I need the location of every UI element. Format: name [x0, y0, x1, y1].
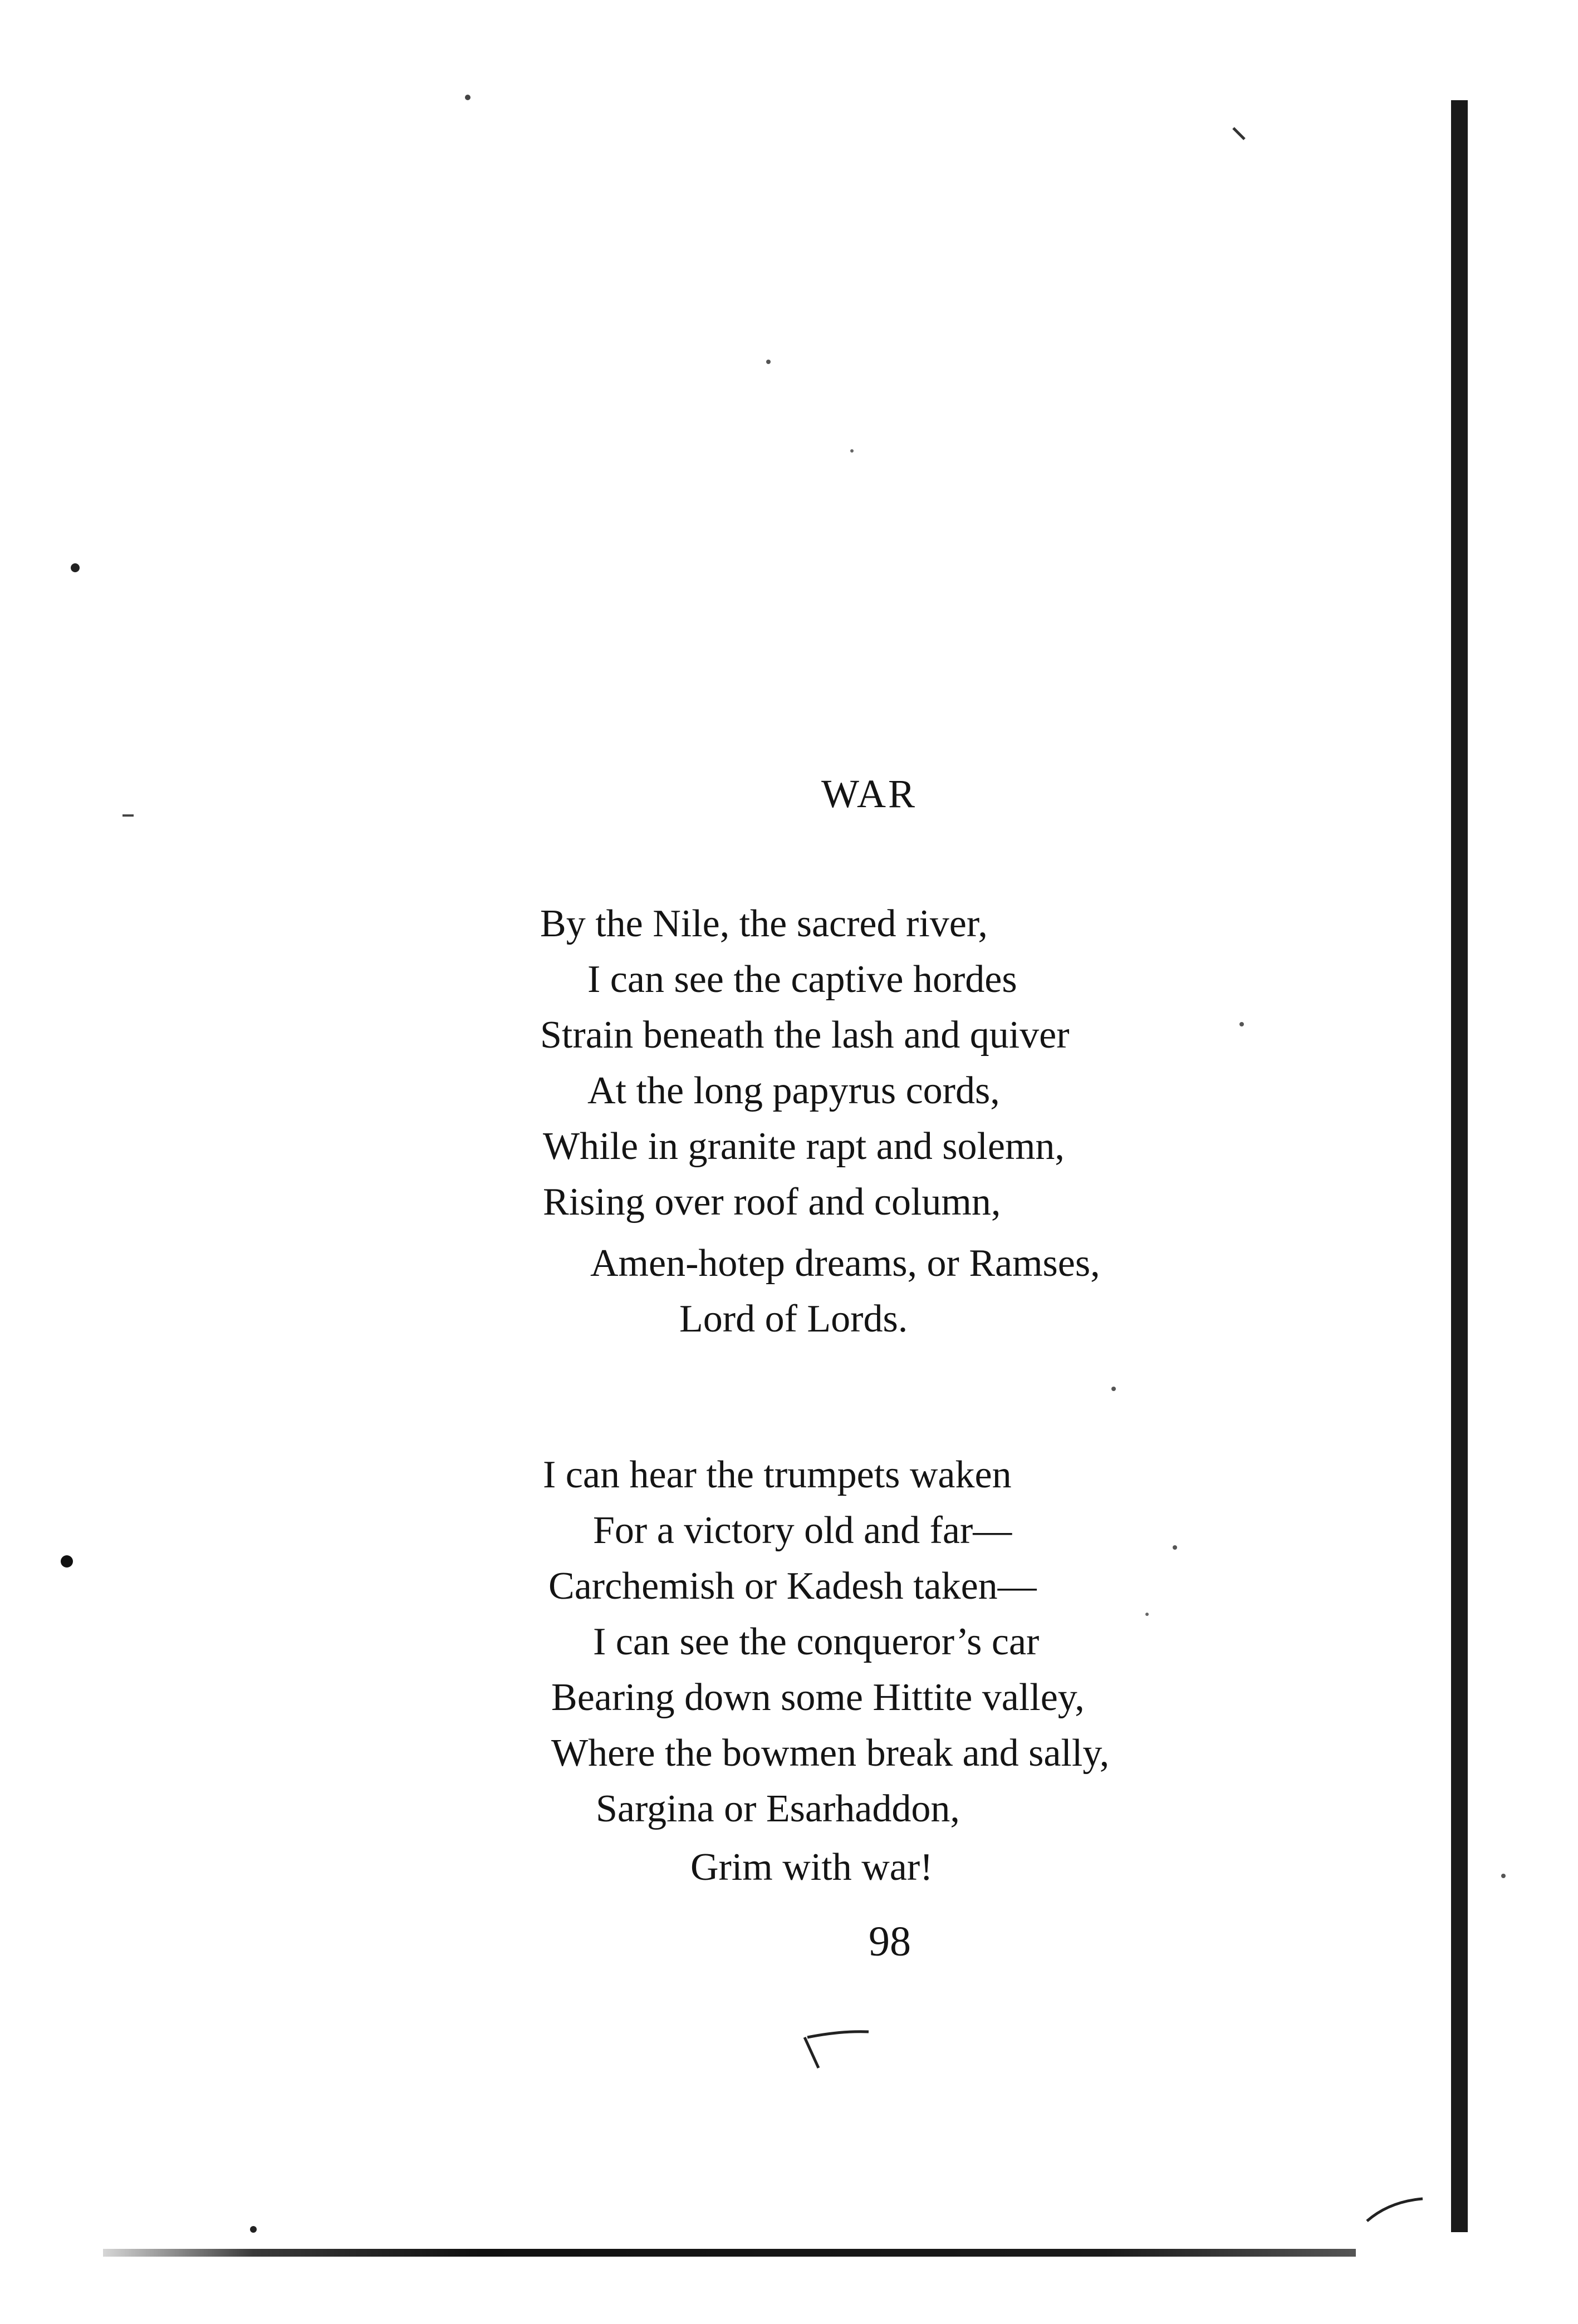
- poem-line: While in granite rapt and solemn,: [543, 1125, 1065, 1168]
- poem-line: For a victory old and far—: [593, 1509, 1012, 1552]
- poem-line: Amen-hotep dreams, or Ramses,: [590, 1242, 1100, 1285]
- poem-line: I can hear the trumpets waken: [543, 1453, 1012, 1496]
- poem-line: At the long papyrus cords,: [587, 1069, 1000, 1112]
- poem-line: Where the bowmen break and sally,: [551, 1732, 1110, 1775]
- poem-line: Strain beneath the lash and quiver: [540, 1014, 1070, 1057]
- poem-line: By the Nile, the sacred river,: [540, 902, 988, 945]
- page-number: 98: [869, 1918, 911, 1965]
- poem-line: Sargina or Esarhaddon,: [596, 1787, 960, 1830]
- poem-line: Lord of Lords.: [679, 1298, 908, 1340]
- poem-line: Rising over roof and column,: [543, 1181, 1001, 1224]
- poem-title: WAR: [821, 772, 917, 816]
- poem-line: Grim with war!: [690, 1846, 933, 1889]
- poem-line: I can see the captive hordes: [587, 958, 1017, 1001]
- page-edge-shadow-bottom: [103, 2249, 1356, 2257]
- page-edge-shadow-right: [1451, 100, 1468, 2232]
- poem-line: I can see the conqueror’s car: [593, 1620, 1040, 1663]
- poem-line: Carchemish or Kadesh taken—: [548, 1565, 1037, 1608]
- poem-line: Bearing down some Hittite valley,: [551, 1676, 1085, 1719]
